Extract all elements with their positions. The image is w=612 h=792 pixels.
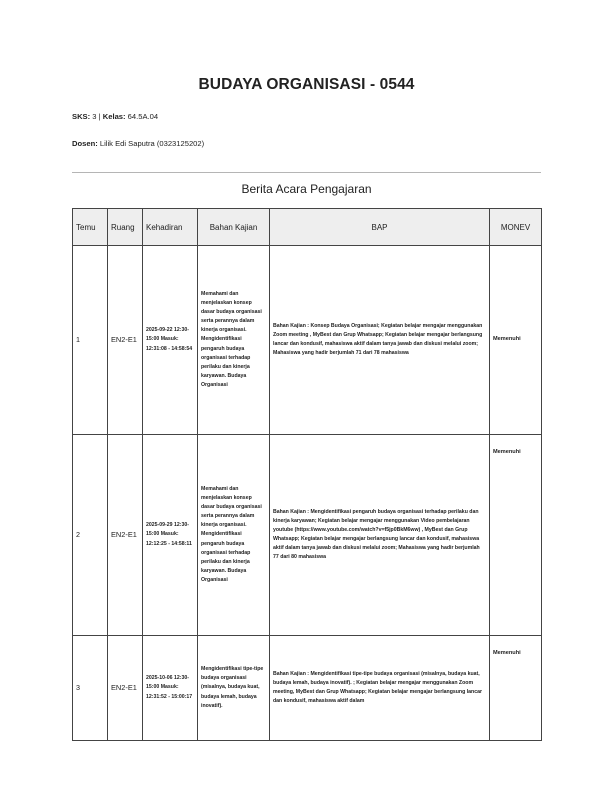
dosen-value: Lilik Edi Saputra (0323125202) <box>99 139 205 148</box>
dosen-label: Dosen: <box>72 139 98 148</box>
cell-kehadiran: 2025-09-29 12:30-15:00 Masuk: 12:12:25 - 14:58:11 <box>143 435 198 636</box>
col-header-kehadiran: Kehadiran <box>143 209 198 246</box>
meta-separator: | <box>98 112 101 121</box>
cell-bap: Bahan Kajian : Konsep Budaya Organisasi; Kegiatan belajar mengajar menggunakan Zoom meeting , MyBest dan Grup Whatsapp; Kegiatan belajar mengajar berlangsung lancar dan kondusif, mahasiswa aktif dalam tanya jawab dan diskusi melalui zoom; Mahasiswa yang hadir berjumlah 71 dari 78 mahasiswa <box>270 246 490 435</box>
cell-kehadiran: 2025-10-06 12:30-15:00 Masuk: 12:31:52 - 15:00:17 <box>143 636 198 741</box>
cell-ruang: EN2-E1 <box>108 435 143 636</box>
cell-monev: Memenuhi <box>490 435 542 636</box>
col-header-temu: Temu <box>73 209 108 246</box>
sks-label: SKS: <box>72 112 91 121</box>
horizontal-divider <box>72 172 541 173</box>
lecturer-meta <box>72 139 204 148</box>
kelas-label: Kelas: <box>102 112 126 121</box>
cell-bap: Bahan Kajian : Mengidentifikasi pengaruh budaya organisasi terhadap perilaku dan kinerja karyawan; Kegiatan belajar mengajar menggunakan Video pembelajaran youtube (https://www.youtube.com/watch?v=f5jp0BkM6ww) , MyBest dan Grup Whatsapp; Kegiatan belajar mengajar berlangsung lancar dan kondusif, mahasiswa aktif dalam tanya jawab dan diskusi melalui zoom; Mahasiswa yang hadir berjumlah 77 dari 80 mahasiswa <box>270 435 490 636</box>
sks-value: 3 <box>92 112 97 121</box>
teaching-record-table <box>72 208 542 741</box>
table-header-row <box>73 209 542 246</box>
cell-temu: 2 <box>73 435 108 636</box>
cell-bahan-kajian: Mengidentifikasi tipe-tipe budaya organisasi (misalnya, budaya kuat, budaya lemah, budaya inovatif). <box>198 636 270 741</box>
cell-ruang: EN2-E1 <box>108 246 143 435</box>
cell-bahan-kajian: Memahami dan menjelaskan konsep dasar budaya organisasi serta perannya dalam kinerja organisasi. Mengidentifikasi pengaruh budaya organisasi terhadap perilaku dan kinerja karyawan. Budaya Organisasi <box>198 246 270 435</box>
course-meta <box>72 112 158 121</box>
cell-monev: Memenuhi <box>490 636 542 741</box>
col-header-bahan-kajian: Bahan Kajian <box>198 209 270 246</box>
table-row <box>73 246 542 435</box>
cell-ruang: EN2-E1 <box>108 636 143 741</box>
page-title: BUDAYA ORGANISASI - 0544 <box>198 76 415 93</box>
col-header-monev: MONEV <box>490 209 542 246</box>
col-header-ruang: Ruang <box>108 209 143 246</box>
col-header-bap: BAP <box>270 209 490 246</box>
cell-temu: 1 <box>73 246 108 435</box>
cell-bahan-kajian: Memahami dan menjelaskan konsep dasar budaya organisasi serta perannya dalam kinerja organisasi. Mengidentifikasi pengaruh budaya organisasi terhadap perilaku dan kinerja karyawan. Budaya Organisasi <box>198 435 270 636</box>
cell-temu: 3 <box>73 636 108 741</box>
cell-monev: Memenuhi <box>490 246 542 435</box>
table-row <box>73 636 542 741</box>
table-row <box>73 435 542 636</box>
cell-bap: Bahan Kajian : Mengidentifikasi tipe-tipe budaya organisasi (misalnya, budaya kuat, budaya lemah, budaya inovatif). ; Kegiatan belajar mengajar menggunakan Zoom meeting, MyBest dan Grup Whatsapp; Kegiatan belajar mengajar berlangsung lancar dan kondusif, mahasiswa aktif dalam <box>270 636 490 741</box>
kelas-value: 64.5A.04 <box>127 112 159 121</box>
section-title: Berita Acara Pengajaran <box>241 182 372 196</box>
cell-kehadiran: 2025-09-22 12:30-15:00 Masuk: 12:31:08 - 14:58:54 <box>143 246 198 435</box>
